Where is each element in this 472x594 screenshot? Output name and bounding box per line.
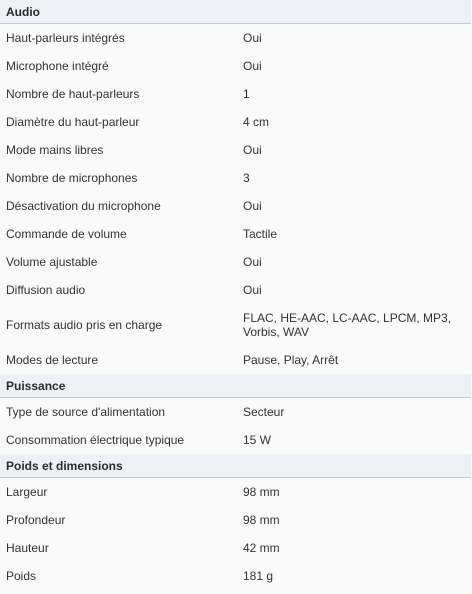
spec-value: 1	[243, 87, 250, 101]
spec-row	[0, 398, 471, 426]
spec-value: Oui	[243, 199, 262, 213]
spec-label: Nombre de microphones	[6, 171, 138, 185]
spec-label: Diamètre du haut-parleur	[6, 115, 140, 129]
spec-label: Haut-parleurs intégrés	[6, 31, 125, 45]
spec-value: Pause, Play, Arrêt	[243, 353, 339, 367]
spec-value: Oui	[243, 143, 262, 157]
spec-value: Oui	[243, 255, 262, 269]
spec-value: Oui	[243, 59, 262, 73]
spec-label: Consommation électrique typique	[6, 433, 185, 447]
spec-label: Microphone intégré	[6, 59, 109, 73]
spec-value: 98 mm	[243, 513, 280, 527]
spec-label: Volume ajustable	[6, 255, 98, 269]
spec-row	[0, 220, 471, 248]
spec-value: 4 cm	[243, 115, 270, 129]
spec-label: Commande de volume	[6, 227, 127, 241]
spec-label: Nombre de haut-parleurs	[6, 87, 140, 101]
spec-label: Type de source d'alimentation	[6, 405, 166, 419]
spec-label: Poids	[6, 569, 37, 583]
spec-value: 15 W	[243, 433, 272, 447]
spec-label: Diffusion audio	[6, 283, 86, 297]
spec-row	[0, 24, 471, 52]
spec-label: Mode mains libres	[6, 143, 104, 157]
spec-row	[0, 346, 471, 374]
spec-row	[0, 248, 471, 276]
section-header-dimensions: Poids et dimensions	[0, 454, 471, 478]
spec-row	[0, 426, 471, 454]
spec-row	[0, 164, 471, 192]
spec-row	[0, 478, 471, 506]
section-header-power: Puissance	[0, 374, 471, 398]
spec-row	[0, 562, 471, 590]
spec-value: 3	[243, 171, 250, 185]
spec-row	[0, 534, 471, 562]
spec-value: 181 g	[243, 569, 274, 583]
spec-row	[0, 80, 471, 108]
spec-row	[0, 52, 471, 80]
spec-value: Secteur	[243, 405, 285, 419]
spec-value: Tactile	[243, 227, 278, 241]
spec-label: Formats audio pris en charge	[6, 318, 163, 332]
spec-value: Oui	[243, 283, 262, 297]
spec-label: Largeur	[6, 485, 48, 499]
spec-label: Modes de lecture	[6, 353, 99, 367]
spec-row	[0, 192, 471, 220]
spec-row	[0, 276, 471, 304]
spec-row	[0, 304, 471, 346]
spec-label: Hauteur	[6, 541, 49, 555]
spec-value: FLAC, HE-AAC, LC-AAC, LPCM, MP3, Vorbis, WAV	[243, 311, 452, 339]
spec-label: Désactivation du microphone	[6, 199, 161, 213]
spec-value: 98 mm	[243, 485, 280, 499]
spec-label: Profondeur	[6, 513, 66, 527]
spec-value: Oui	[243, 31, 262, 45]
spec-row	[0, 136, 471, 164]
spec-row	[0, 506, 471, 534]
spec-value: 42 mm	[243, 541, 280, 555]
spec-row	[0, 108, 471, 136]
section-header-audio: Audio	[0, 0, 471, 24]
